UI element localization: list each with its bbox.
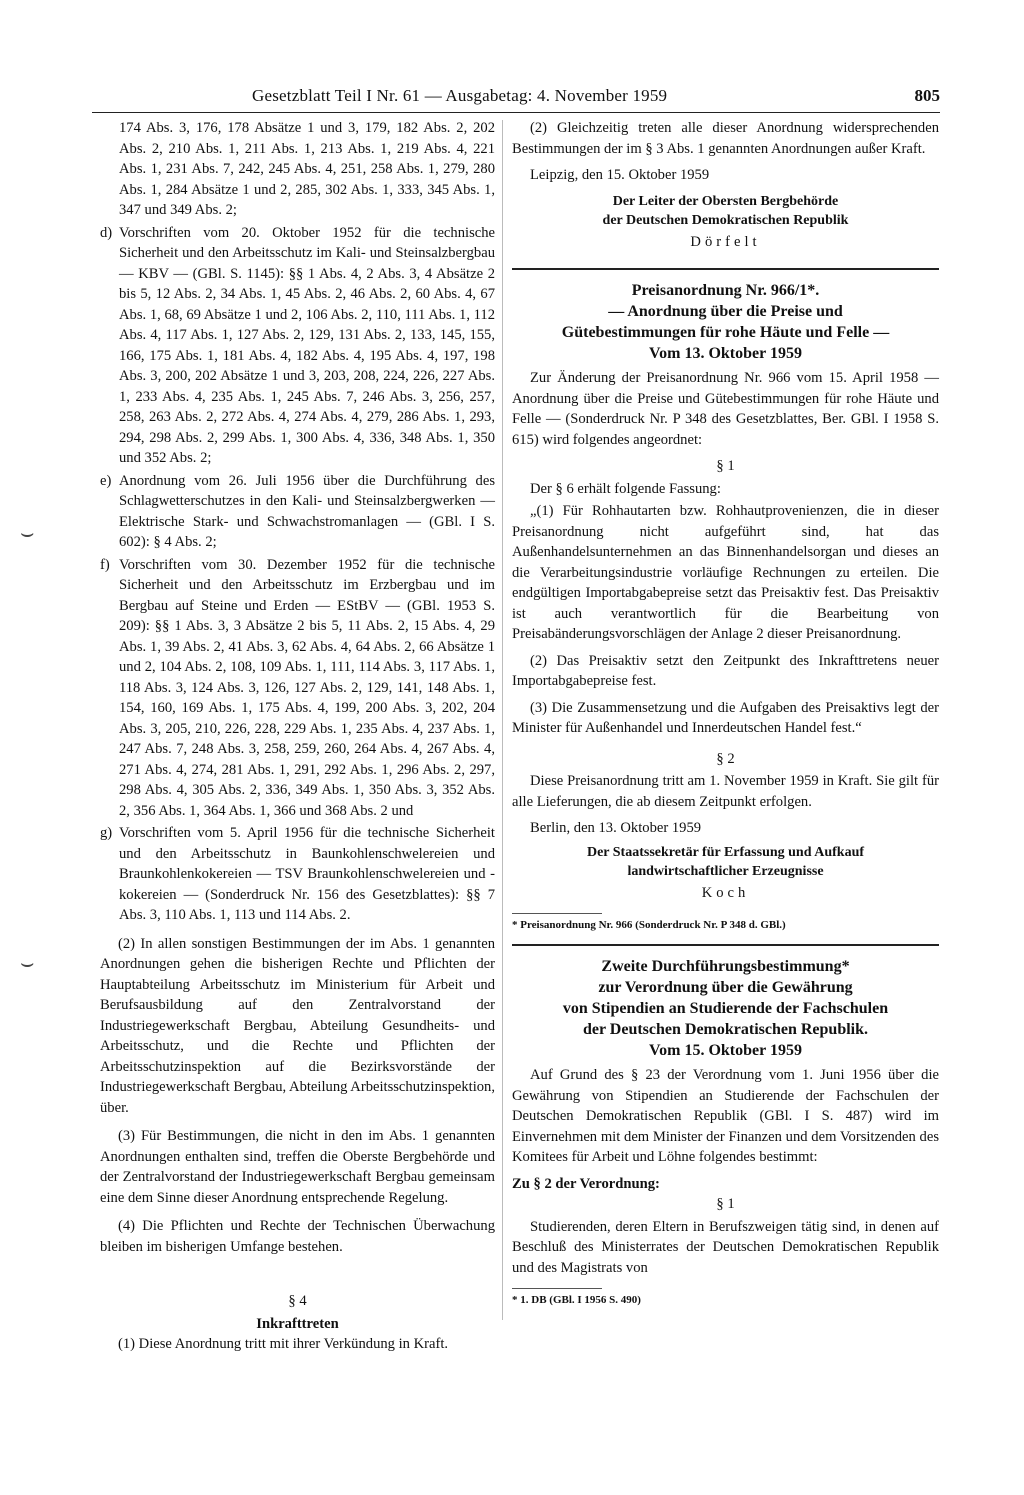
doc3-intro: Auf Grund des § 23 der Verordnung vom 1. Juni 1956 über die Gewährung von Stipendien an Studierende der Fachschulen der Deutschen Demokratischen Republik (GBl. I S. 487) wird im Einvernehmen mit dem Minister der Finanzen und dem Vorsitzenden des Komitees für Arbeit und Löhne folgendes bestimmt:	[512, 1067, 939, 1165]
section-rule	[512, 268, 939, 270]
list-marker: e)	[100, 472, 112, 489]
section-1-lead: Der § 6 erhält folgende Fassung:	[530, 480, 721, 497]
column-divider	[502, 120, 503, 1320]
paragraph-2-gleichzeitig: (2) Gleichzeitig treten alle dieser Anordnung widersprechenden Bestimmungen der im § 3 Abs. 1 genannten Anordnungen außer Kraft.	[512, 120, 939, 157]
place-date-berlin: Berlin, den 13. Oktober 1959	[530, 820, 702, 836]
section-4-title: Inkrafttreten	[256, 1315, 339, 1332]
margin-mark: ⌣	[20, 950, 35, 975]
doc3-title-line-2: zur Verordnung über die Gewährung	[598, 979, 853, 996]
doc-title-line-2: — Anordnung über die Preise und	[608, 303, 843, 320]
section-1-para-3: (3) Die Zusammensetzung und die Aufgaben des Preisaktivs legt der Minister für Außenhandel und Innerdeutschen Handel fest.“	[512, 699, 939, 736]
list-marker: g)	[100, 825, 113, 841]
signer-title-line-1: Der Leiter der Obersten Bergbehörde	[612, 193, 839, 209]
doc3-title-line-4: der Deutschen Demokratischen Republik.	[582, 1021, 869, 1038]
doc3-section-1-text: Studierenden, deren Eltern in Berufszweigen tätig sind, in denen auf Beschluß des Ministerrates der Deutschen Demokratischen Republik und des Magistrats von	[512, 1218, 939, 1276]
doc-intro: Zur Änderung der Preisanordnung Nr. 966 vom 15. April 1958 — Anordnung über die Preise und Gütebestimmungen für rohe Häute und Felle — (Sonderdruck Nr. P 348 des Gesetzblattes, Ber. GBl. I 1958 S. 615) wird folgendes angeordnet:	[512, 370, 939, 448]
section-1-number: § 1	[716, 458, 735, 474]
signer-name-doerfelt: Dörfelt	[690, 233, 761, 250]
footnote-rule-2	[512, 1288, 602, 1289]
footnote-rule	[512, 913, 602, 914]
doc3-date: Vom 15. Oktober 1959	[649, 1042, 802, 1059]
list-text: Vorschriften vom 20. Oktober 1952 für die technische Sicherheit und den Arbeitsschutz im Kali- und Steinsalzbergbau — KBV — (GBl. S. 1145): §§ 1 Abs. 4, 2 Abs. 3, 4 Absätze 2 bis 5, 12 Abs. 2, 34 Abs. 1, 45 Abs. 2, 46 Abs. 2, 60 Abs. 4, 67 Abs. 1, 68, 69 Absätze 1 und 2, 106 Abs. 2, 110, 111 Abs. 1, 112 Abs. 4, 117 Abs. 1, 127 Abs. 2, 129, 131 Abs. 2, 133, 145, 155, 166, 175 Abs. 1, 181 Abs. 4, 182 Abs. 4, 195 Abs. 4, 197, 198 Abs. 3, 200, 202 Absätze 1 und 3, 203, 208, 224, 226, 227 Abs. 1, 233 Abs. 4, 235 Abs. 1, 245 Abs. 7, 246 Abs. 3, 256, 257, 258, 263 Abs. 2, 272 Abs. 4, 274 Abs. 4, 279, 286 Abs. 1, 293, 294, 298 Abs. 2, 299 Abs. 1, 300 Abs. 4, 336, 348 Abs. 1, 350 und 352 Abs. 2;	[119, 224, 495, 466]
doc-title-preisanordnung: Preisanordnung Nr. 966/1*.	[631, 282, 820, 299]
list-item-f	[100, 555, 495, 822]
list-text: Vorschriften vom 30. Dezember 1952 für die technische Sicherheit und den Arbeitsschutz im Erzbergbau und im Bergbau auf Steine und Erden — EStBV — (GBl. 1953 S. 209): §§ 1 Abs. 3, 3 Absätze 2 bis 5, 11 Abs. 2, 15 Abs. 4, 29 Abs. 1, 39 Abs. 2, 41 Abs. 3, 62 Abs. 4, 64 Abs. 2, 66 Absätze 1 und 2, 104 Abs. 2, 108, 109 Abs. 1, 111, 114 Abs. 3, 117 Abs. 1, 118 Abs. 3, 124 Abs. 3, 126, 127 Abs. 2, 129, 141, 148 Abs. 1, 154, 160, 169 Abs. 1, 175 Abs. 4, 199, 200 Abs. 3, 202, 204 Abs. 3, 205, 210, 226, 228, 229 Abs. 1, 235 Abs. 4, 237 Abs. 1, 247 Abs. 7, 248 Abs. 3, 258, 259, 260, 264 Abs. 4, 267 Abs. 4, 271 Abs. 4, 274, 281 Abs. 1, 291, 292 Abs. 1, 296 Abs. 2, 297, 298 Abs. 4, 305 Abs. 2, 336, 349 Abs. 1, 350 Abs. 3, 352 Abs. 2, 356 Abs. 1, 364 Abs. 1, 366 und 368 Abs. 2 und	[119, 556, 495, 819]
right-column	[512, 118, 939, 1307]
paragraph-2: (2) In allen sonstigen Bestimmungen der im Abs. 1 genannten Anordnungen gehen die bisherigen Rechte und Pflichten der Hauptabteilung Arbeitsschutz im Ministerium für Arbeit und Berufsausbildung auf den Zentralvorstand der Industriegewerkschaft Bergbau, Abteilung Gesundheits- und Arbeitsschutz, und die Rechte und Pflichten der Arbeitsschutzinspektion auf die Bezirksvorstände der Industriegewerkschaft Bergbau, Abteilung Arbeitsschutzinspektion, über.	[100, 935, 495, 1116]
section-rule-2	[512, 944, 939, 946]
section-4-number: § 4	[288, 1293, 307, 1309]
signer-name-koch: Koch	[701, 884, 750, 901]
signer-2-title-line-1: Der Staatssekretär für Erfassung und Aufkauf	[586, 844, 865, 860]
signer-title-line-2: der Deutschen Demokratischen Republik	[602, 212, 849, 228]
doc3-title-line-1: Zweite Durchführungsbestimmung*	[601, 958, 850, 975]
list-marker: f)	[100, 556, 110, 573]
section-4-text: (1) Diese Anordnung tritt mit ihrer Verkündung in Kraft.	[118, 1336, 449, 1352]
list-continuation: 174 Abs. 3, 176, 178 Absätze 1 und 3, 179, 182 Abs. 2, 202 Abs. 2, 210 Abs. 1, 211 Abs. 1, 213 Abs. 1, 219 Abs. 4, 221 Abs. 1, 231 Abs. 7, 242, 245 Abs. 4, 251, 258 Abs. 1, 279, 280 Abs. 1, 284 Absätze 1 und 2, 285, 302 Abs. 1, 333, 345 Abs. 1, 347 und 349 Abs. 2;	[119, 120, 495, 218]
paragraph-3: (3) Für Bestimmungen, die nicht in den im Abs. 1 genannten Anordnungen enthalten sind, treffen die Oberste Bergbehörde und der Zentralvorstand der Industriegewerkschaft Bergbau gemeinsam eine dem Sinne dieser Anordnung entsprechende Regelung.	[100, 1128, 495, 1206]
signer-2-title-line-2: landwirtschaftlicher Erzeugnisse	[627, 863, 824, 879]
left-column	[100, 118, 495, 1357]
section-1-para-2: (2) Das Preisaktiv setzt den Zeitpunkt des Inkrafttretens neuer Importabgabepreise fest.	[512, 652, 939, 689]
list-text: Anordnung vom 26. Juli 1956 über die Durchführung des Schlagwetterschutzes in den Kali- und Steinsalzbergwerken — Elektrische Stark- und Schwachstromanlagen — (GBl. I S. 602): § 4 Abs. 2;	[119, 472, 495, 550]
header-title: Gesetzblatt Teil I Nr. 61 — Ausgabetag: 4. November 1959	[252, 86, 668, 105]
section-1-para-1: „(1) Für Rohhautarten bzw. Rohhautprovenienzen, die in dieser Preisanordnung nicht aufgeführt sind, hat das Außenhandelsunternehmen an das Binnenhandelsorgan und dieses an die Verarbeitungsindustrie vorläufige Rechnungen zu erteilen. Die endgültigen Importabgabepreise setzt das Preisaktiv fest. Das Preisaktiv ist auch verantwortlich für die Bearbeitung von Preisabänderungsvorschlägen der Anlage 2 dieser Preisanordnung.	[512, 503, 939, 642]
list-item-d	[100, 223, 495, 469]
doc3-title-line-3: von Stipendien an Studierende der Fachschulen	[562, 1000, 889, 1017]
doc3-section-1-number: § 1	[716, 1196, 735, 1212]
margin-mark: ⌣	[20, 520, 35, 545]
section-2-number: § 2	[716, 750, 735, 767]
list-marker: d)	[100, 224, 113, 241]
doc-date: Vom 13. Oktober 1959	[649, 345, 802, 362]
footnote-preisanordnung: * Preisanordnung Nr. 966 (Sonderdruck Nr. P 348 d. GBl.)	[512, 919, 786, 931]
section-2-text: Diese Preisanordnung tritt am 1. November 1959 in Kraft. Sie gilt für alle Lieferungen, die ab diesem Zeitpunkt erfolgen.	[512, 773, 939, 810]
list-item-g	[100, 823, 495, 926]
list-text: Vorschriften vom 5. April 1956 für die technische Sicherheit und den Arbeitsschutz in Baunkohlenschwelereien und Braunkohlenkokereien — TSV Braunkohlenschwelereien und -kokereien — (Sonderdruck Nr. 156 des Gesetzblattes): §§ 7 Abs. 3, 110 Abs. 1, 113 und 114 Abs. 2.	[119, 825, 495, 923]
page-number: 805	[914, 86, 940, 105]
list-item-e	[100, 471, 495, 553]
doc-title-line-3: Gütebestimmungen für rohe Häute und Felle —	[561, 324, 890, 341]
page-header	[92, 86, 940, 113]
footnote-durchfuehrung: * 1. DB (GBl. I 1956 S. 490)	[512, 1294, 641, 1306]
place-date-leipzig: Leipzig, den 15. Oktober 1959	[530, 167, 710, 183]
paragraph-4: (4) Die Pflichten und Rechte der Technischen Überwachung bleiben im bisherigen Umfange bestehen.	[100, 1218, 495, 1255]
doc3-subheading: Zu § 2 der Verordnung:	[512, 1175, 660, 1192]
